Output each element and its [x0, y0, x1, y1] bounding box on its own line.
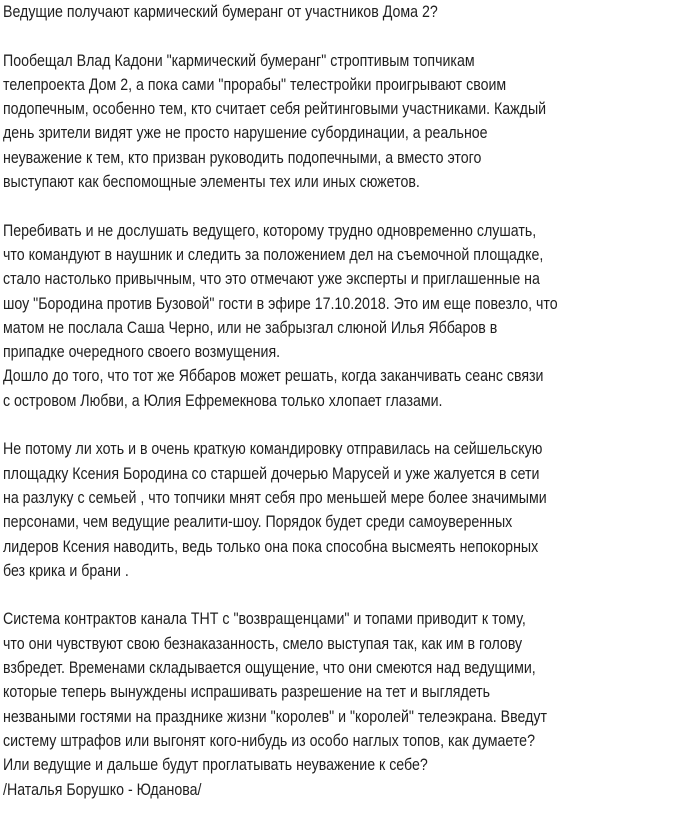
article-title: Ведущие получают кармический бумеранг от участников Дома 2? — [3, 2, 438, 21]
text-line: Система контрактов канала ТНТ с "возвращенцами" и топами приводит к тому, — [3, 609, 526, 629]
spacer — [3, 583, 688, 607]
spacer — [3, 24, 688, 48]
paragraph-3 — [3, 437, 688, 583]
spacer — [3, 194, 688, 218]
text-line: систему штрафов или выгонят кого-нибудь из особо наглых топов, как думаете? — [3, 730, 535, 750]
text-line: шоу "Бородина против Бузовой" гости в эфире 17.10.2018. Это им еще повезло, что — [3, 293, 558, 313]
text-line: Пообещал Влад Кадони "кармический бумеранг" строптивым топчикам — [3, 50, 475, 70]
text-line: день зрители видят уже не просто нарушение субординации, а реальное — [3, 123, 488, 143]
author-signature: /Наталья Борушко - Юданова/ — [3, 779, 202, 799]
text-line: Дошло до того, что тот же Яббаров может решать, когда заканчивать сеанс связи — [3, 366, 544, 386]
text-line: взбредет. Временами складывается ощущение, что они смеются над ведущими, — [3, 658, 536, 678]
text-line: Не потому ли хоть и в очень краткую командировку отправилась на сейшельскую — [3, 439, 543, 459]
text-line: на разлуку с семьей , что топчики мнят себя про меньшей мере более значимыми — [3, 487, 547, 507]
text-line: Или ведущие и дальше будут проглатывать неуважение к себе? — [3, 755, 428, 775]
text-line: стало настолько привычным, что это отмечают уже эксперты и приглашенные на — [3, 269, 540, 289]
text-line: лидеров Ксения наводить, ведь только она пока способна высмеять непокорных — [3, 536, 539, 556]
text-line: площадку Ксения Бородина со старшей дочерью Марусей и уже жалуется в сети — [3, 463, 540, 483]
spacer — [3, 413, 688, 437]
text-line: что они чувствуют свою безнаказанность, смело выступая так, как им в голову — [3, 633, 523, 653]
text-line: которые теперь вынуждены испрашивать разрешение на тет и выглядеть — [3, 682, 491, 702]
text-line: Перебивать и не дослушать ведущего, которому трудно одновременно слушать, — [3, 220, 537, 240]
text-line: матом не послала Саша Черно, или не забрызгал слюной Илья Яббаров в — [3, 317, 498, 337]
text-line: неуважение к тем, кто призван руководить подопечными, а вместо этого — [3, 147, 482, 167]
paragraph-2 — [3, 219, 688, 413]
paragraph-1 — [3, 49, 688, 195]
text-line: что командуют в наушник и следить за положением дел на съемочной площадке, — [3, 244, 544, 264]
text-line: выступают как беспомощные элементы тех или иных сюжетов. — [3, 172, 420, 192]
text-line: без крика и брани . — [3, 560, 129, 580]
paragraph-4 — [3, 607, 688, 801]
text-line: незваными гостями на празднике жизни "королев" и "королей" телеэкрана. Введут — [3, 706, 548, 726]
text-line: персонами, чем ведущие реалити-шоу. Порядок будет среди самоуверенных — [3, 512, 513, 532]
text-line: припадке очередного своего возмущения. — [3, 342, 281, 362]
text-line: с островом Любви, а Юлия Ефремекнова только хлопает глазами. — [3, 390, 443, 410]
text-line: подопечным, особенно тем, кто считает себя рейтинговыми участниками. Каждый — [3, 99, 547, 119]
text-line: телепроекта Дом 2, а пока сами "прорабы" телестройки проигрывают своим — [3, 74, 507, 94]
article — [3, 0, 688, 802]
